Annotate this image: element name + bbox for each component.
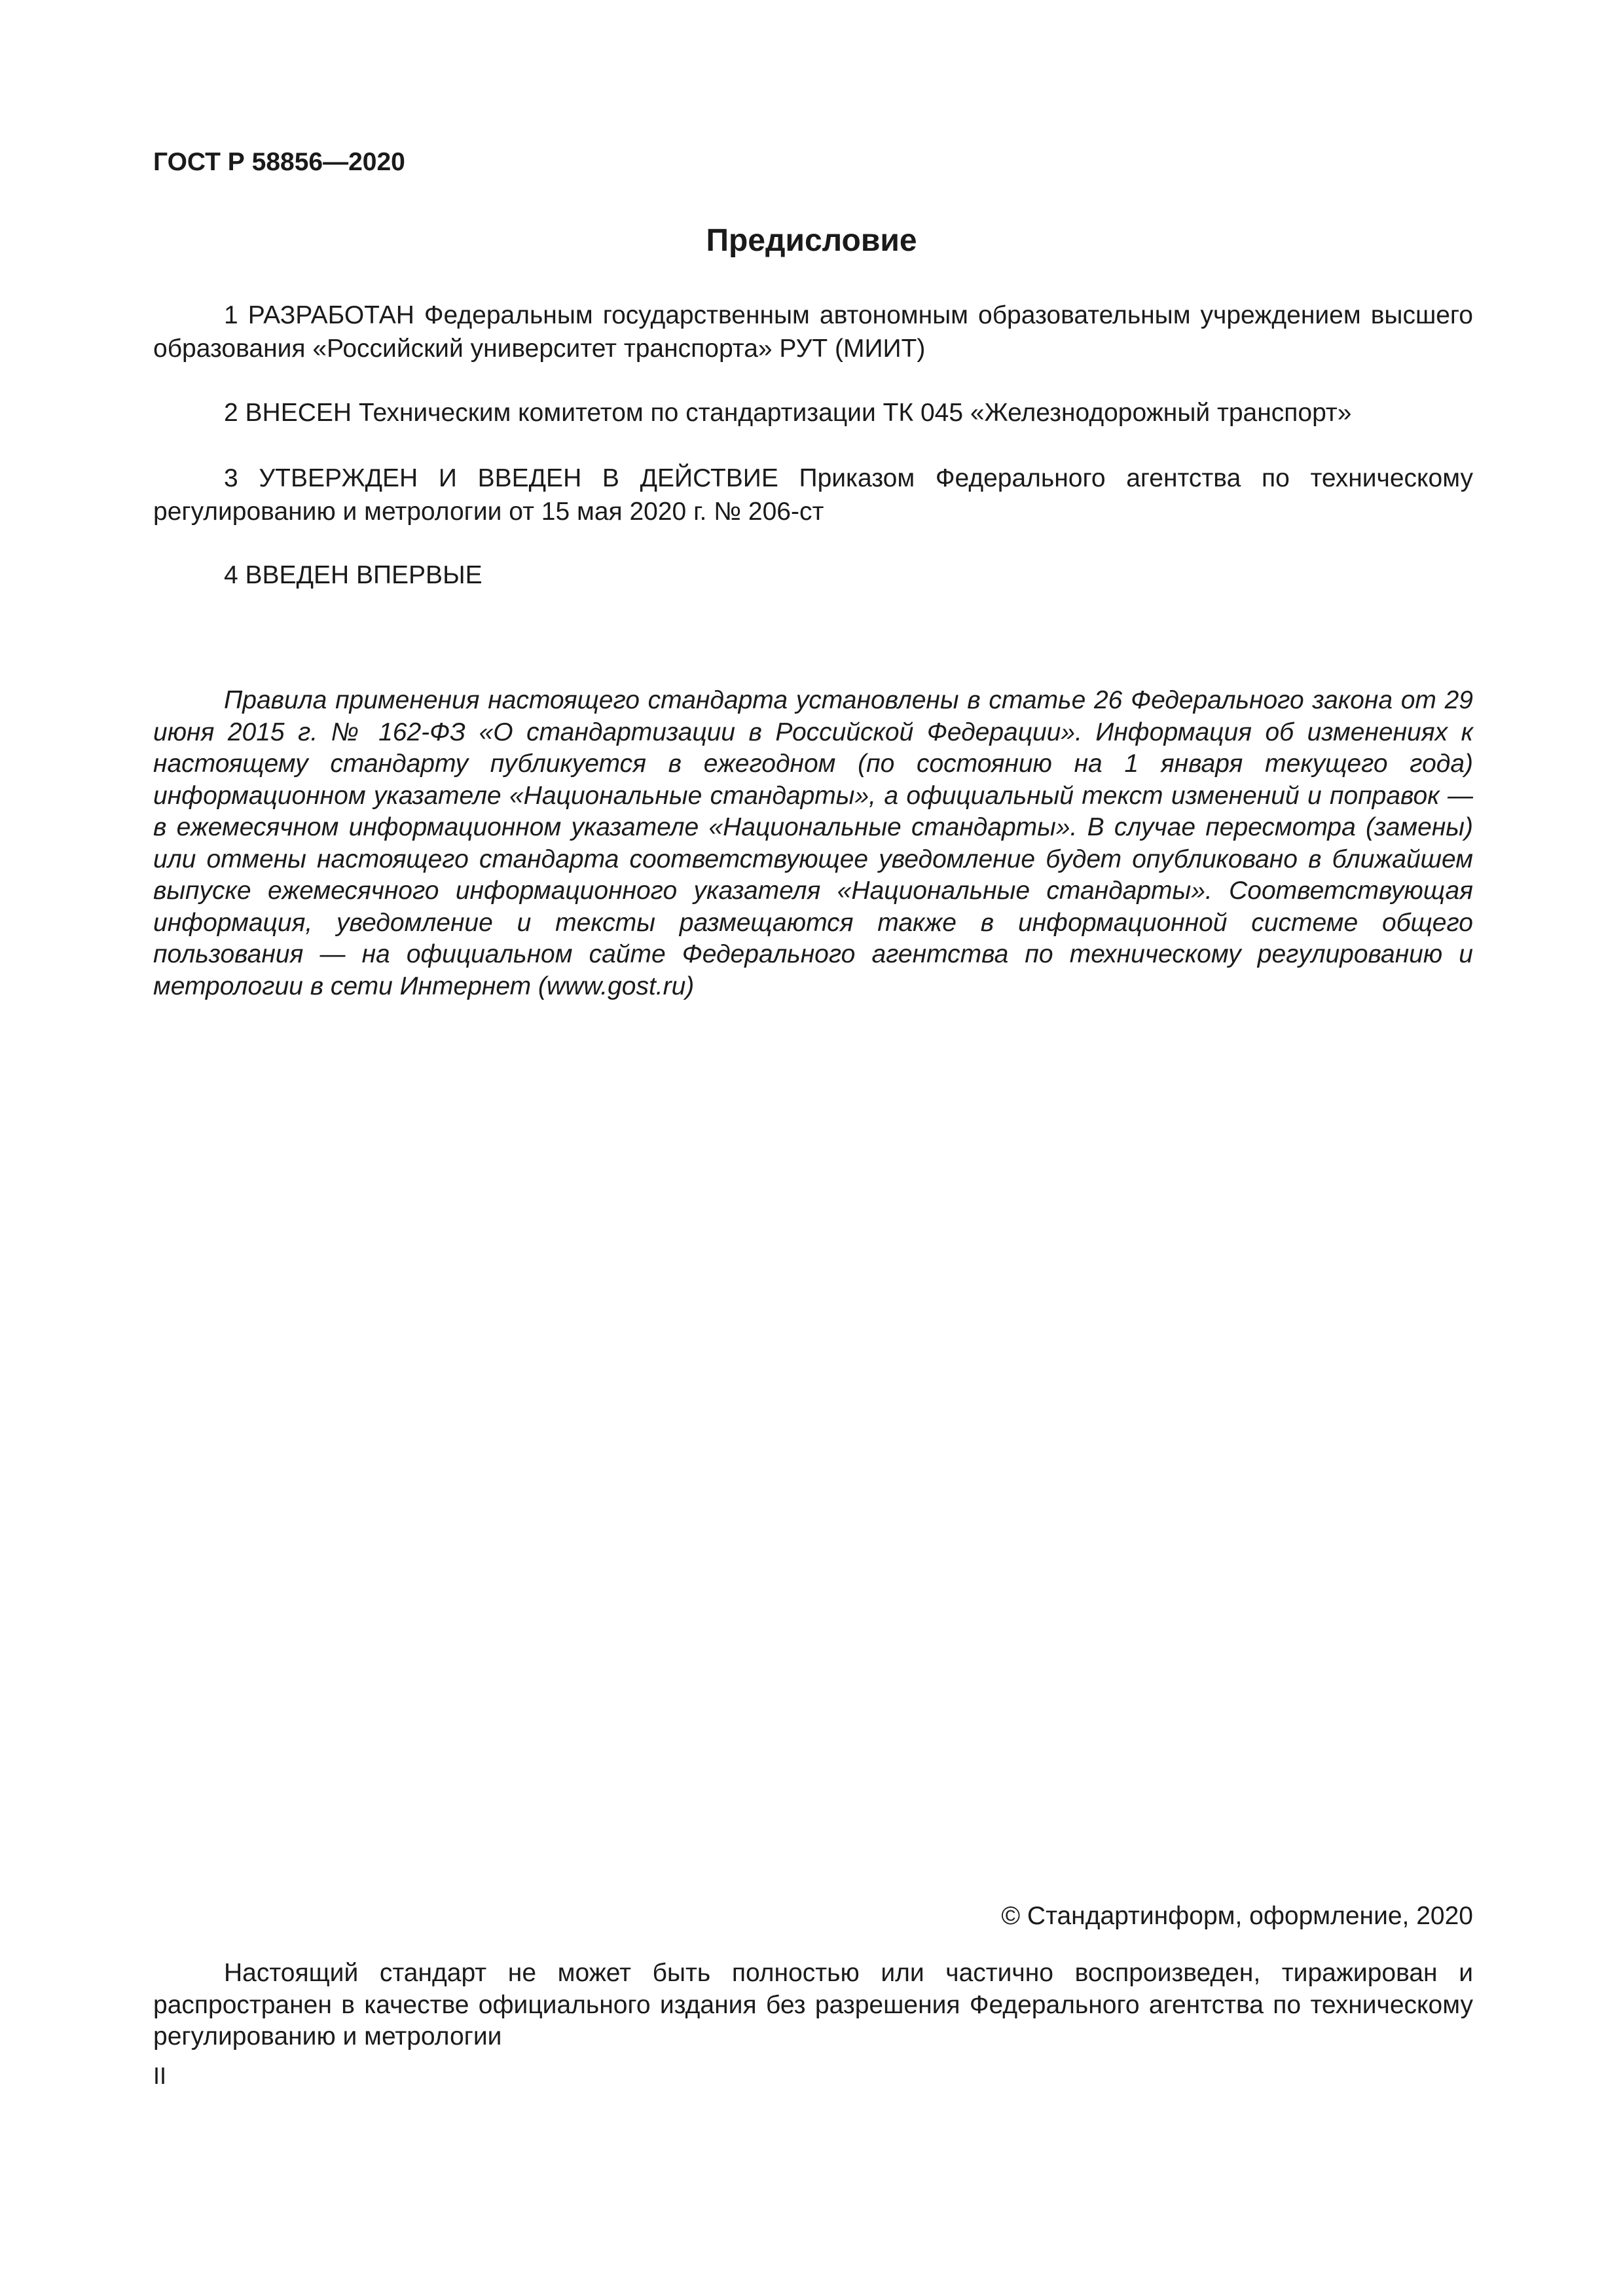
page-title: Предисловие: [706, 223, 917, 258]
page-number: II: [153, 2062, 167, 2089]
copyright-line: © Стандартинформ, оформление, 2020: [1001, 1902, 1473, 1930]
foreword-item-2: 2 ВНЕСЕН Техническим комитетом по стандартизации ТК 045 «Железнодорожный транспорт»: [224, 399, 1352, 427]
application-rules-notice: Правила применения настоящего стандарта установлены в статье 26 Федерального закона от 29 июня 2015 г. № 162-ФЗ «О стандартизации в Российской Федерации». Информация об изменениях к настоящему стандарту публикуется в ежегодном (по состоянию на 1 января текущего года) информационном указателе «Национальные стандарты», а официальный текст изменений и поправок — в ежемесячном информационном указателе «Национальные стандарты». В случае пересмотра (замены) или отмены настоящего стандарта соответствующее уведомление будет опубликовано в ближайшем выпуске ежемесячного информационного указателя «Национальные стандарты». Соответствующая информация, уведомление и тексты размещаются также в информационной системе общего пользования — на официальном сайте Федерального агентства по техническому регулированию и метрологии в сети Интернет (www.gost.ru): [153, 686, 1473, 1000]
foreword-item-1: 1 РАЗРАБОТАН Федеральным государственным автономным образовательным учреждением высшего образования «Российский университет транспорта» РУТ (МИИТ): [153, 301, 1473, 363]
reproduction-notice: Настоящий стандарт не может быть полностью или частично воспроизведен, тиражирован и распространен в качестве официального издания без разрешения Федерального агентства по техническому регулированию и метрологии: [153, 1959, 1473, 2050]
foreword-item-3: 3 УТВЕРЖДЕН И ВВЕДЕН В ДЕЙСТВИЕ Приказом Федерального агентства по техническому регулированию и метрологии от 15 мая 2020 г. № 206-ст: [153, 464, 1473, 526]
document-code: ГОСТ Р 58856—2020: [153, 148, 405, 176]
foreword-item-4: 4 ВВЕДЕН ВПЕРВЫЕ: [224, 561, 483, 589]
